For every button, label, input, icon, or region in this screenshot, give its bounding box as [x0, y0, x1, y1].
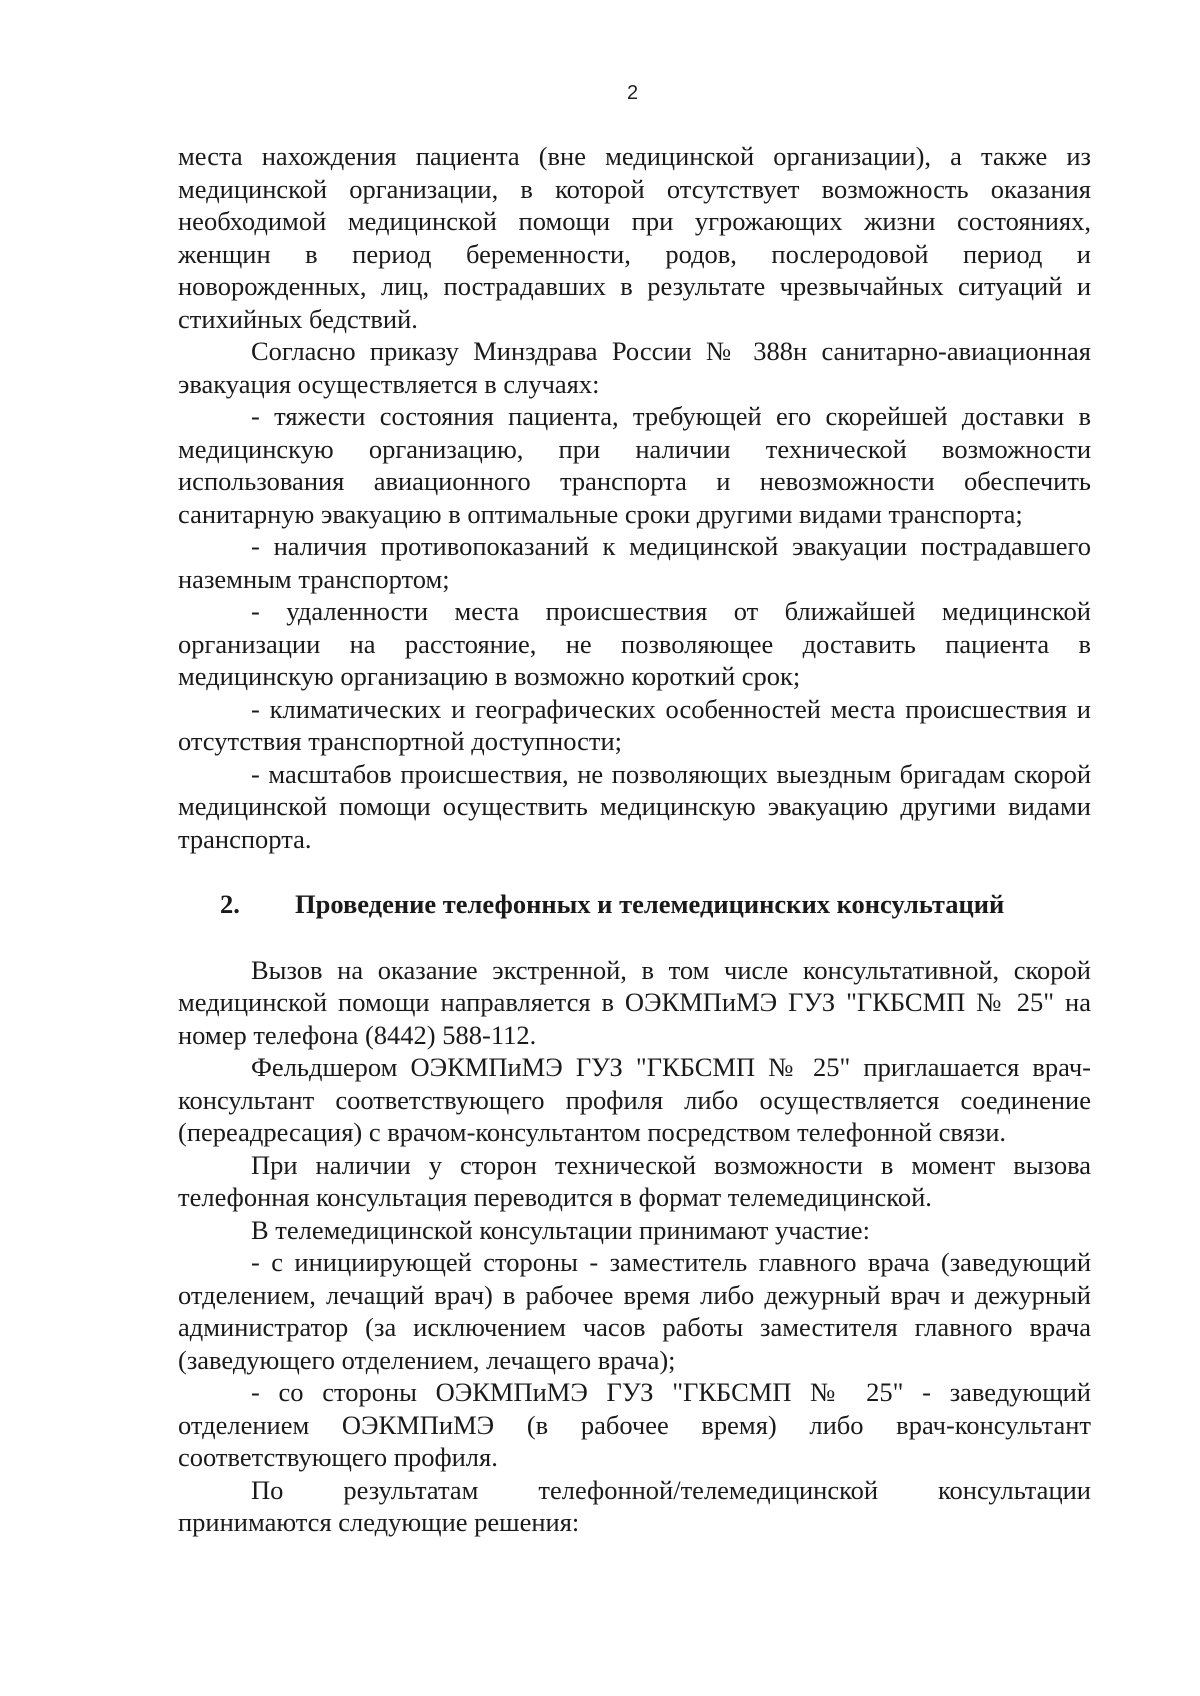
- section-title: Проведение телефонных и телемедицинских консультаций: [295, 889, 1005, 919]
- list-item-scale: - масштабов происшествия, не позволяющих выездным бригадам скорой медицинской помощи осуществить медицинскую эвакуацию другими видами транспорта.: [178, 758, 1091, 854]
- paragraph-decisions: По результатам телефонной/телемедицинской консультации принимаются следующие решения:: [178, 1474, 1091, 1537]
- list-item-initiating-side: - с инициирующей стороны - заместитель главного врача (заведующий отделением, лечащий врач) в рабочее время либо дежурный врач и дежурный администратор (за исключением часов работы заместителя главного врача (заведующего отделением, лечащего врача);: [178, 1247, 1091, 1375]
- section-heading: [178, 888, 1091, 921]
- paragraph-continuation: места нахождения пациента (вне медицинской организации), а также из медицинской организации, в которой отсутствует возможность оказания необходимой медицинской помощи при угрожающих жизни состояниях, женщин в период беременности, родов, послеродовой период и новорожденных, лиц, пострадавших в результате чрезвычайных ситуаций и стихийных бедствий.: [178, 141, 1091, 334]
- list-item-climate: - климатических и географических особенностей места происшествия и отсутствия транспортной доступности;: [178, 693, 1091, 756]
- section-number: 2.: [220, 889, 240, 919]
- list-item-contraindications: - наличия противопоказаний к медицинской эвакуации пострадавшего наземным транспортом;: [178, 531, 1091, 594]
- paragraph-format: При наличии у сторон технической возможности в момент вызова телефонная консультация переводится в формат телемедицинской.: [178, 1149, 1091, 1212]
- paragraph-call: Вызов на оказание экстренной, в том числе консультативной, скорой медицинской помощи направляется в ОЭКМПиМЭ ГУЗ "ГКБСМП № 25" на номер телефона (8442) 588-112.: [178, 954, 1091, 1050]
- page-number: 2: [626, 82, 639, 104]
- document-body: [178, 140, 1091, 1539]
- paragraph-order-reference: Согласно приказу Минздрава России № 388н санитарно-авиационная эвакуация осуществляется в случаях:: [178, 336, 1091, 399]
- paragraph-participants: В телемедицинской консультации принимают участие:: [251, 1214, 870, 1245]
- list-item-consulting-side: - со стороны ОЭКМПиМЭ ГУЗ "ГКБСМП № 25" - заведующий отделением ОЭКМПиМЭ (в рабочее время) либо врач-консультант соответствующего профиля.: [178, 1377, 1091, 1472]
- list-item-remoteness: - удаленности места происшествия от ближайшей медицинской организации на расстояние, не позволяющее доставить пациента в медицинскую организацию в возможно короткий срок;: [178, 596, 1091, 691]
- paragraph-feldsher: Фельдшером ОЭКМПиМЭ ГУЗ "ГКБСМП № 25" приглашается врач-консультант соответствующего профиля либо осуществляется соединение (переадресация) с врачом-консультантом посредством телефонной связи.: [178, 1052, 1091, 1147]
- list-item-severity: - тяжести состояния пациента, требующей его скорейшей доставки в медицинскую организацию, при наличии технической возможности использования авиационного транспорта и невозможности обеспечить санитарную эвакуацию в оптимальные сроки другими видами транспорта;: [178, 401, 1091, 529]
